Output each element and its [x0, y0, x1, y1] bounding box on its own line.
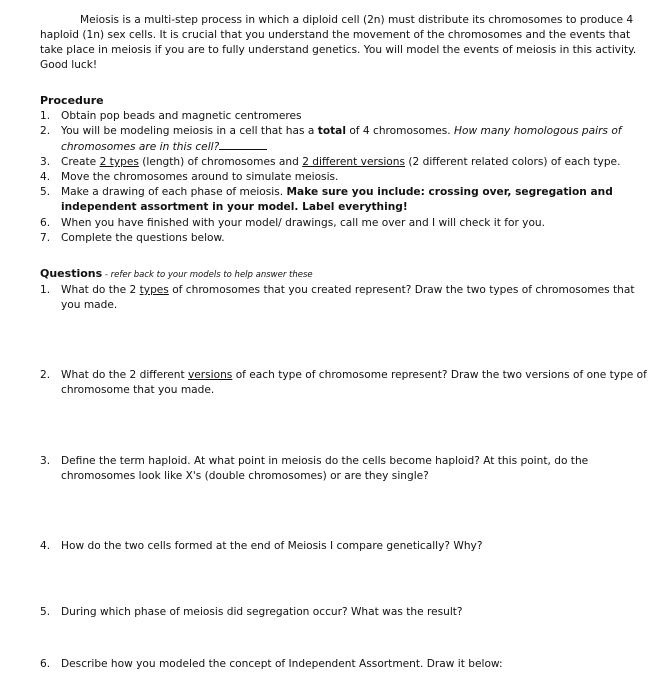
questions-note: - refer back to your models to help answer these — [102, 270, 313, 280]
question-item — [40, 368, 650, 398]
intro-paragraph: Meiosis is a multi-step process in which a diploid cell (2n) must distribute its chromosomes to produce 4 haploid (1n) sex cells. It is crucial that you understand the movement of the chromosomes and the events that take place in meiosis if you are to fully understand genetics. You will model the events of meiosis in this activity. Good luck! — [40, 14, 637, 71]
question-text: During which phase of meiosis did segregation occur? What was the result? — [61, 606, 463, 618]
procedure-step — [40, 155, 650, 170]
procedure-step — [40, 231, 650, 246]
answer-blank[interactable] — [219, 139, 267, 150]
step-number: 7. — [40, 232, 51, 244]
procedure-step — [40, 185, 650, 215]
question-item — [40, 283, 650, 313]
question-number: 1. — [40, 284, 51, 296]
question-item — [40, 657, 650, 672]
step-text: When you have finished with your model/ drawings, call me over and I will check it for you. — [61, 217, 546, 229]
question-text: How do the two cells formed at the end of Meiosis I compare genetically? Why? — [61, 540, 483, 552]
step-number: 6. — [40, 217, 51, 229]
question-item — [40, 539, 650, 554]
question-text: Describe how you modeled the concept of Independent Assortment. Draw it below: — [61, 658, 503, 670]
step-number: 5. — [40, 186, 51, 198]
question-number: 2. — [40, 369, 51, 381]
question-text: What do the 2 different versions of each type of chromosome represent? Draw the two versions of one type of chromosome that you made. — [61, 369, 647, 396]
procedure-step — [40, 170, 650, 185]
question-number: 5. — [40, 606, 51, 618]
question-text: What do the 2 types of chromosomes that you created represent? Draw the two types of chromosomes that you made. — [61, 284, 635, 311]
question-number: 3. — [40, 455, 51, 467]
question-text: Define the term haploid. At what point in meiosis do the cells become haploid? At this point, do the chromosomes look like X's (double chromosomes) or are they single? — [61, 455, 589, 482]
step-text: Create 2 types (length) of chromosomes and 2 different versions (2 different related colors) of each type. — [61, 156, 621, 168]
question-number: 4. — [40, 540, 51, 552]
procedure-step — [40, 109, 650, 124]
step-number: 4. — [40, 171, 51, 183]
step-text: Obtain pop beads and magnetic centromeres — [61, 110, 302, 122]
question-number: 6. — [40, 658, 51, 670]
step-text: You will be modeling meiosis in a cell that has a total of 4 chromosomes. How many homologous pairs of chromosomes are in this cell? — [61, 125, 622, 153]
step-number: 2. — [40, 125, 51, 137]
questions-heading: Questions - refer back to your models to help answer these — [40, 267, 313, 280]
step-text: Complete the questions below. — [61, 232, 225, 244]
step-number: 3. — [40, 156, 51, 168]
step-text: Make a drawing of each phase of meiosis. Make sure you include: crossing over, segregation and independent assortment in your model. Label everything! — [61, 186, 613, 213]
step-number: 1. — [40, 110, 51, 122]
procedure-step — [40, 216, 650, 231]
procedure-heading: Procedure — [40, 94, 104, 107]
question-item — [40, 605, 650, 620]
step-text: Move the chromosomes around to simulate meiosis. — [61, 171, 339, 183]
procedure-step — [40, 124, 650, 155]
question-item — [40, 454, 650, 484]
